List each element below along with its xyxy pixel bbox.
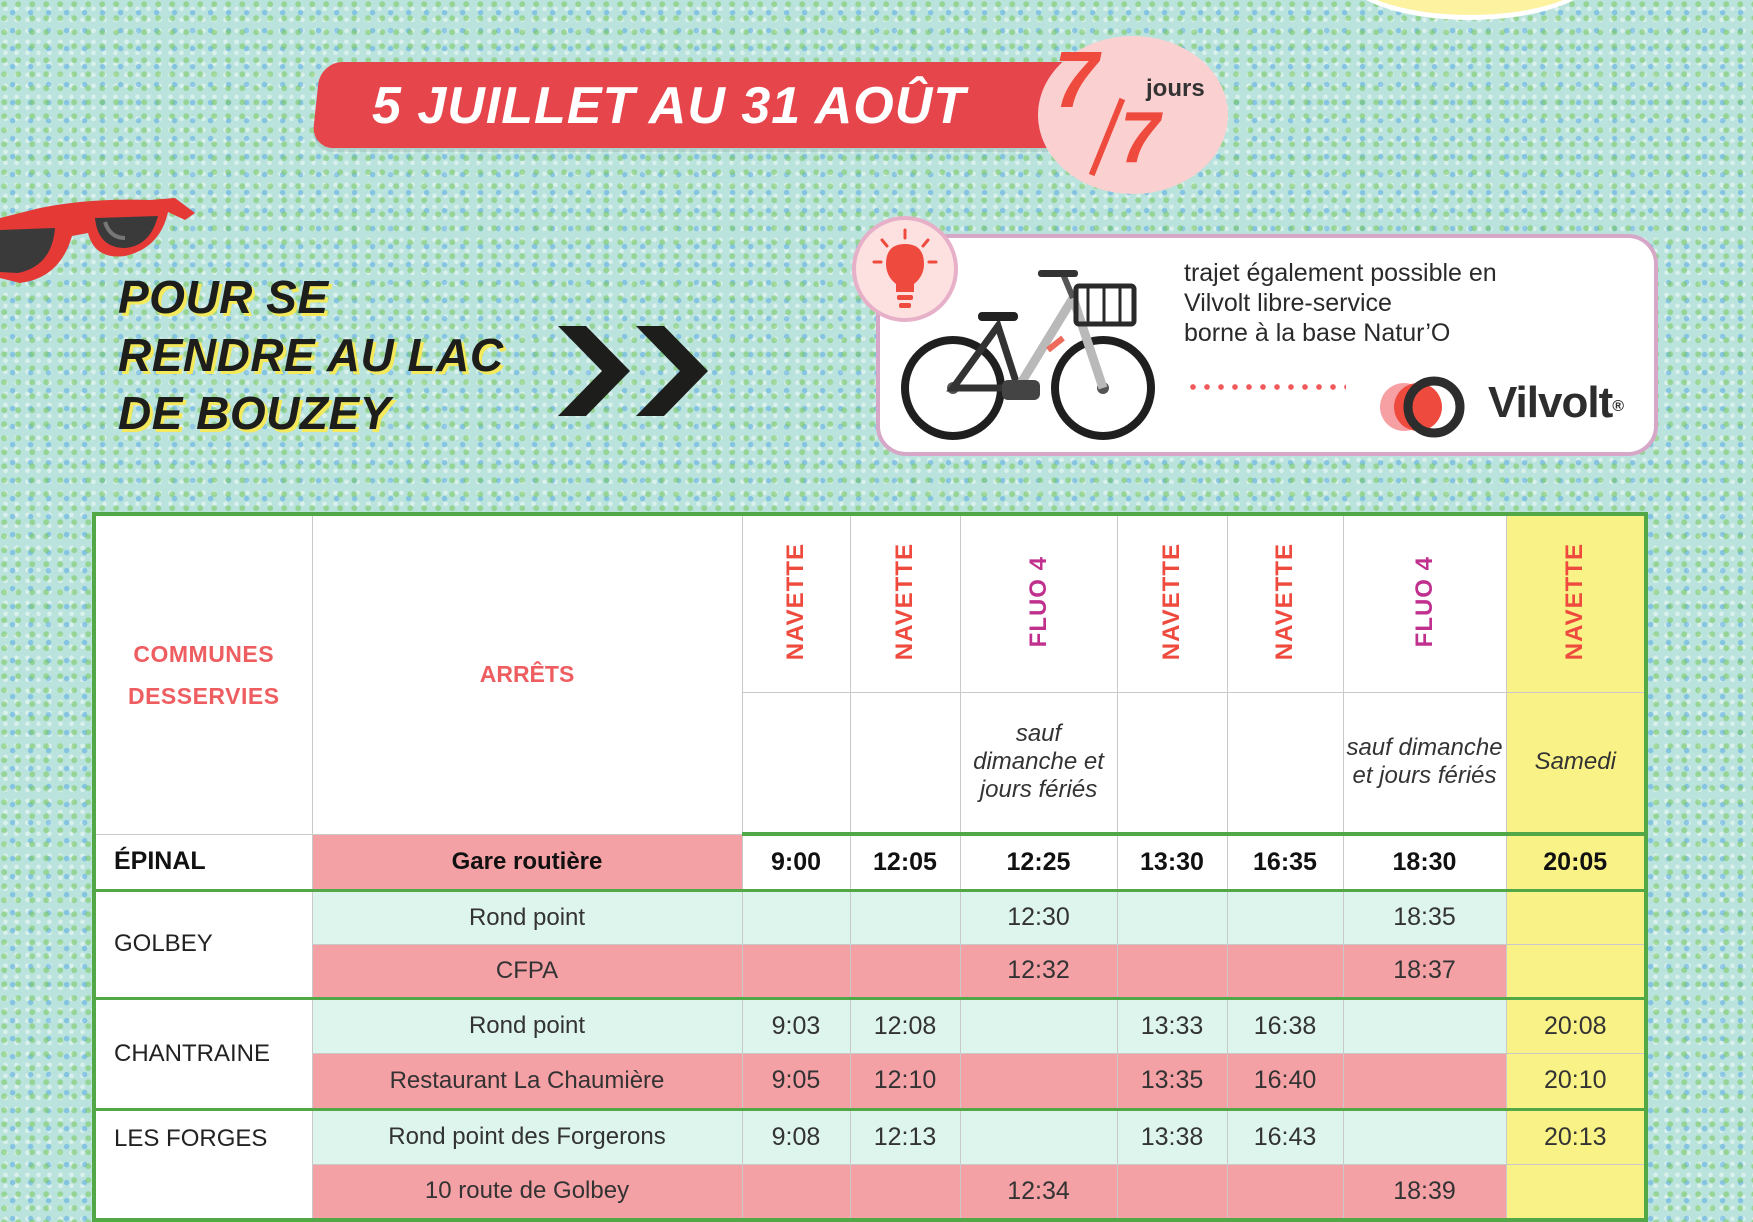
bicycle-icon <box>898 268 1158 444</box>
time-cell: 12:05 <box>850 834 960 890</box>
time-cell <box>1117 890 1227 944</box>
dotted-connector <box>1186 384 1346 390</box>
time-cell <box>1227 944 1343 998</box>
col-service <box>1117 514 1227 692</box>
days-bottom: 7 <box>1120 98 1161 178</box>
time-cell: 12:10 <box>850 1053 960 1109</box>
col-service <box>742 514 850 692</box>
time-cell <box>1117 944 1227 998</box>
time-cell: 18:37 <box>1343 944 1506 998</box>
table-row <box>94 890 1646 944</box>
headline-line2: RENDRE AU LAC <box>118 329 504 381</box>
time-cell <box>1506 1164 1646 1220</box>
time-cell <box>960 998 1117 1053</box>
stop-cell: Rond point <box>312 998 742 1053</box>
time-cell: 16:35 <box>1227 834 1343 890</box>
commune-cell: LES FORGES <box>94 1109 312 1220</box>
service-note <box>850 692 960 834</box>
time-cell: 9:05 <box>742 1053 850 1109</box>
time-cell <box>1343 998 1506 1053</box>
time-cell <box>1506 890 1646 944</box>
time-cell: 18:39 <box>1343 1164 1506 1220</box>
service-label: NAVETTE <box>1158 542 1185 660</box>
time-cell <box>742 890 850 944</box>
vilvolt-logo-icon <box>1372 372 1482 442</box>
table-row <box>94 1109 1646 1164</box>
service-label: NAVETTE <box>891 542 918 660</box>
time-cell <box>850 1164 960 1220</box>
service-note <box>1227 692 1343 834</box>
chevrons-icon <box>558 326 718 416</box>
time-cell: 16:40 <box>1227 1053 1343 1109</box>
time-cell: 12:25 <box>960 834 1117 890</box>
time-cell: 9:08 <box>742 1109 850 1164</box>
service-label: NAVETTE <box>1561 542 1589 660</box>
timetable <box>92 512 1648 1222</box>
time-cell <box>742 1164 850 1220</box>
info-line1: trajet également possible en <box>1184 259 1497 287</box>
sun-decoration <box>1340 0 1600 20</box>
stop-cell: CFPA <box>312 944 742 998</box>
service-note: Samedi <box>1506 692 1646 834</box>
time-cell <box>850 890 960 944</box>
table-row <box>94 944 1646 998</box>
days-unit: jours <box>1146 75 1205 102</box>
time-cell: 20:05 <box>1506 834 1646 890</box>
stop-cell: Gare routière <box>312 834 742 890</box>
time-cell: 9:03 <box>742 998 850 1053</box>
time-cell: 12:30 <box>960 890 1117 944</box>
time-cell: 16:43 <box>1227 1109 1343 1164</box>
header-communes: COMMUNES DESSERVIES <box>94 514 312 834</box>
time-cell: 12:32 <box>960 944 1117 998</box>
stop-cell: 10 route de Golbey <box>312 1164 742 1220</box>
commune-cell: ÉPINAL <box>94 834 312 890</box>
time-cell: 12:13 <box>850 1109 960 1164</box>
commune-cell: GOLBEY <box>94 890 312 998</box>
service-note <box>742 692 850 834</box>
time-cell: 16:38 <box>1227 998 1343 1053</box>
date-range: 5 JUILLET AU 31 AOÛT <box>372 77 967 135</box>
headline-line1: POUR SE <box>118 271 329 323</box>
service-label: NAVETTE <box>1271 542 1298 660</box>
col-service <box>960 514 1117 692</box>
col-service <box>1343 514 1506 692</box>
time-cell <box>1227 890 1343 944</box>
vilvolt-registered-mark: ® <box>1612 398 1624 415</box>
vilvolt-brand <box>1488 378 1623 428</box>
service-label: FLUO 4 <box>1410 555 1438 647</box>
days-top: 7 <box>1054 35 1099 124</box>
vilvolt-brand-text: Vilvolt <box>1488 378 1613 427</box>
headline <box>118 268 578 442</box>
time-cell: 18:35 <box>1343 890 1506 944</box>
stop-cell: Rond point <box>312 890 742 944</box>
time-cell <box>1343 1109 1506 1164</box>
time-cell: 9:00 <box>742 834 850 890</box>
stop-cell: Restaurant La Chaumière <box>312 1053 742 1109</box>
time-cell <box>1506 944 1646 998</box>
time-cell <box>742 944 850 998</box>
headline-line3: DE BOUZEY <box>118 387 391 439</box>
time-cell <box>1117 1164 1227 1220</box>
time-cell <box>1343 1053 1506 1109</box>
stop-cell: Rond point des Forgerons <box>312 1109 742 1164</box>
time-cell: 20:08 <box>1506 998 1646 1053</box>
time-cell: 18:30 <box>1343 834 1506 890</box>
service-note: sauf dimanche et jours fériés <box>960 692 1117 834</box>
time-cell: 13:38 <box>1117 1109 1227 1164</box>
col-service <box>850 514 960 692</box>
col-service <box>1506 514 1646 692</box>
time-cell <box>960 1053 1117 1109</box>
header-arrets: ARRÊTS <box>312 514 742 834</box>
table-row <box>94 834 1646 890</box>
time-cell: 20:13 <box>1506 1109 1646 1164</box>
time-cell: 12:08 <box>850 998 960 1053</box>
time-cell: 12:34 <box>960 1164 1117 1220</box>
service-label: FLUO 4 <box>1024 555 1052 647</box>
time-cell: 13:35 <box>1117 1053 1227 1109</box>
col-service <box>1227 514 1343 692</box>
commune-cell: CHANTRAINE <box>94 998 312 1109</box>
time-cell <box>960 1109 1117 1164</box>
service-note <box>1117 692 1227 834</box>
time-cell: 13:33 <box>1117 998 1227 1053</box>
service-label: NAVETTE <box>782 542 809 660</box>
info-text <box>1184 258 1614 348</box>
info-line3: borne à la base Natur’O <box>1184 319 1451 347</box>
time-cell: 13:30 <box>1117 834 1227 890</box>
time-cell <box>850 944 960 998</box>
service-note: sauf dimanche et jours fériés <box>1343 692 1506 834</box>
time-cell <box>1227 1164 1343 1220</box>
table-row <box>94 1053 1646 1109</box>
info-line2: Vilvolt libre-service <box>1184 289 1392 317</box>
table-row <box>94 998 1646 1053</box>
table-row <box>94 1164 1646 1220</box>
time-cell: 20:10 <box>1506 1053 1646 1109</box>
